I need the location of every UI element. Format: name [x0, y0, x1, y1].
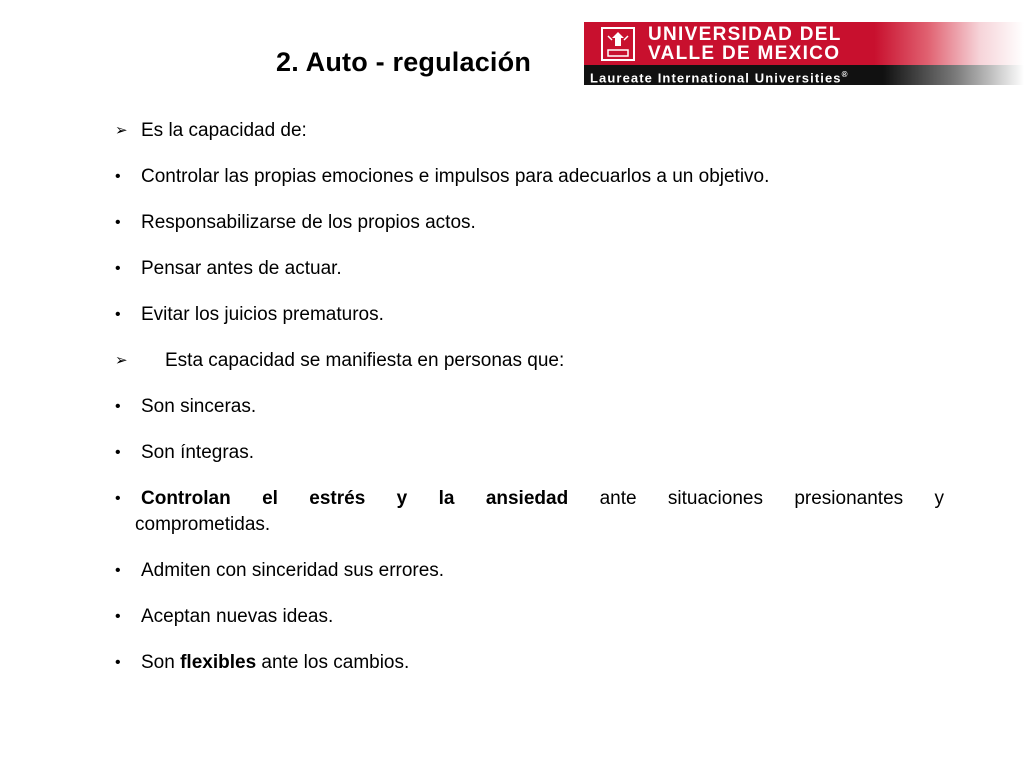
university-logo — [584, 22, 1024, 85]
list-item-stress — [114, 486, 944, 512]
list-item — [114, 604, 944, 630]
trait-bold-text: flexibles — [180, 652, 257, 673]
trait-text: Aceptan nuevas ideas. — [141, 606, 334, 627]
trait-bold-text: Controlan el estrés y la ansiedad — [141, 488, 569, 509]
bullet-icon: • — [115, 168, 121, 185]
logo-subtitle: Laureate International Universities® — [590, 70, 849, 86]
list-item — [114, 558, 944, 584]
bullet-icon: • — [115, 306, 121, 323]
trait-text: Son íntegras. — [141, 442, 255, 463]
list-item — [114, 394, 944, 420]
list-item — [114, 440, 944, 466]
logo-text-line2: VALLE DE MEXICO — [648, 43, 841, 64]
list-item-flexible — [114, 650, 944, 676]
arrow-bullet-icon: ➢ — [115, 122, 128, 139]
trait-rest-text: ante situaciones presionantes y — [599, 488, 945, 509]
logo-text-line1: UNIVERSIDAD DEL — [648, 24, 842, 45]
slide-content — [114, 118, 944, 696]
list-item — [114, 164, 944, 190]
trait-text: Son sinceras. — [141, 396, 257, 417]
slide-title: 2. Auto - regulación — [276, 47, 532, 77]
bullet-icon: • — [115, 490, 121, 507]
bullet-icon: • — [115, 260, 121, 277]
list-item-intro2 — [114, 348, 944, 374]
trait-text: Admiten con sinceridad sus errores. — [141, 560, 445, 581]
ability-text: Evitar los juicios prematuros. — [141, 304, 384, 325]
bullet-icon: • — [115, 654, 121, 671]
intro-text: Es la capacidad de: — [141, 120, 307, 141]
crest-icon — [600, 26, 636, 62]
list-item-intro — [114, 118, 944, 144]
list-item — [114, 302, 944, 328]
intro2-text: Esta capacidad se manifiesta en personas que: — [165, 350, 565, 371]
bullet-icon: • — [115, 608, 121, 625]
arrow-bullet-icon: ➢ — [115, 352, 128, 369]
bullet-icon: • — [115, 398, 121, 415]
bullet-icon: • — [115, 444, 121, 461]
trait-pre-text: Son — [141, 652, 175, 673]
list-item — [114, 256, 944, 282]
ability-text: Responsabilizarse de los propios actos. — [141, 212, 476, 233]
bullet-icon: • — [115, 214, 121, 231]
ability-text: Controlar las propias emociones e impulsos para adecuarlos a un objetivo. — [141, 166, 770, 187]
bullet-icon: • — [115, 562, 121, 579]
list-item — [114, 210, 944, 236]
trait-post-text: ante los cambios. — [261, 652, 410, 673]
registered-mark: ® — [841, 70, 849, 79]
ability-text: Pensar antes de actuar. — [141, 258, 342, 279]
list-item-stress-continuation: comprometidas. — [135, 514, 271, 535]
